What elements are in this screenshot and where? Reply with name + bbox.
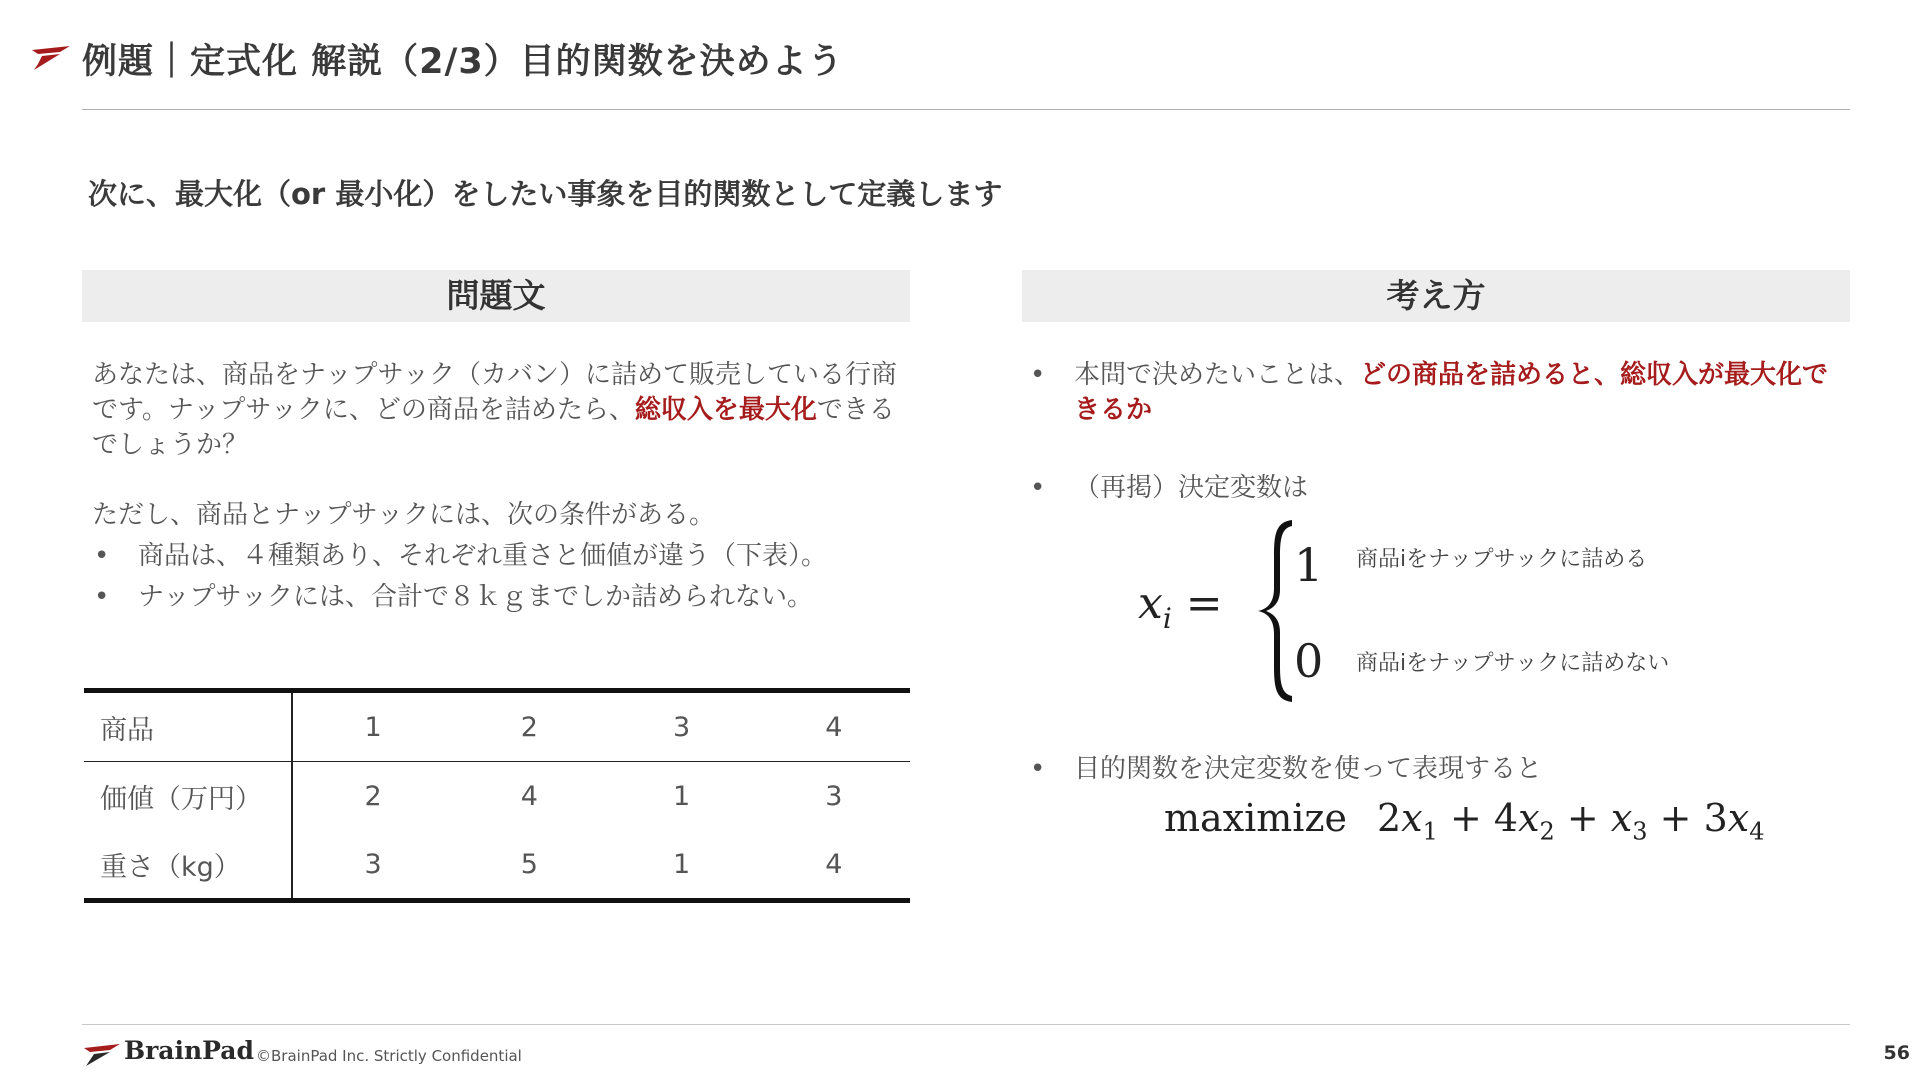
page-number: 56: [1883, 1042, 1910, 1064]
case-label-pack: 商品iをナップサックに詰める: [1356, 547, 1648, 572]
table-cell: 2: [364, 780, 382, 812]
condition-text: 商品は、４種類あり、それぞれ重さと価値が違う（下表）。: [138, 541, 828, 571]
term-subscript: 1: [1422, 817, 1438, 846]
term-variable: x: [1518, 796, 1540, 840]
table-cell: 4: [758, 691, 910, 762]
table-cell: 5: [453, 830, 605, 901]
problem-text-post: できるでしょうか？: [92, 395, 895, 460]
slide-subtitle: 次に、最大化（or 最小化）をしたい事象を目的関数として定義します: [88, 177, 1003, 211]
approach-text: 目的関数を決定変数を使って表現すると: [1074, 754, 1543, 784]
decision-variable: [1138, 578, 1223, 635]
item-table: [84, 688, 910, 903]
approach-text: 本問で決めたいことは、: [1074, 360, 1361, 390]
problem-highlight: 総収入を最大化: [634, 395, 817, 425]
objective-term: [1449, 796, 1555, 846]
approach-highlight: どの商品を詰めると、総収入が最大化できるか: [1074, 360, 1829, 425]
problem-paragraph-2: ただし、商品とナップサックには、次の条件がある。: [92, 500, 715, 530]
problem-text-pre: あなたは、商品をナップサック（カバン）に詰めて販売している行商です。ナップサックに、どの商品を詰めたら、: [92, 360, 897, 425]
page-title: 例題｜定式化 解説（2/3）目的関数を決めよう: [82, 42, 844, 82]
objective-term: [1566, 796, 1648, 846]
term-subscript: 2: [1539, 817, 1555, 846]
copyright-text: ©BrainPad Inc. Strictly Confidential: [256, 1047, 522, 1065]
row-header: 価値（万円）: [84, 762, 292, 831]
term-coefficient: 3: [1703, 796, 1728, 840]
approach-item: [1030, 471, 1850, 506]
table-cell: 3: [292, 830, 453, 901]
term-coefficient: 2: [1376, 796, 1402, 840]
term-variable: x: [1401, 796, 1423, 840]
bullet-icon: •: [1030, 360, 1046, 390]
footer-brand: BrainPad: [124, 1036, 254, 1065]
bullet-icon: •: [1030, 473, 1046, 503]
table-cell: 4: [520, 780, 538, 812]
bullet-icon: •: [94, 582, 110, 612]
approach-heading: 考え方: [1022, 270, 1850, 322]
table-row-item: [84, 691, 910, 762]
term-subscript: 4: [1749, 817, 1765, 846]
table-cell: 3: [605, 691, 757, 762]
table-cell: 3: [825, 780, 843, 812]
term-coefficient: 4: [1493, 796, 1519, 840]
table-cell: 1: [292, 691, 453, 762]
problem-heading: 問題文: [82, 270, 910, 322]
objective-term: [1376, 796, 1438, 846]
approach-item: [1030, 752, 1850, 787]
row-header: 商品: [84, 691, 292, 762]
footer-logo-mark: [82, 1040, 122, 1068]
bullet-icon: •: [94, 541, 110, 571]
term-operator: +: [1659, 796, 1692, 840]
approach-text: （再掲）決定変数は: [1074, 473, 1309, 503]
condition-text: ナップサックには、合計で８ｋｇまでしか詰められない。: [138, 582, 813, 612]
footer-divider: [82, 1024, 1850, 1025]
bullet-icon: •: [1030, 754, 1046, 784]
approach-item: [1030, 358, 1834, 428]
table-cell: 2: [453, 691, 605, 762]
objective-keyword: maximize: [1164, 796, 1347, 840]
case-label-not-pack: 商品iをナップサックに詰めない: [1356, 651, 1670, 676]
variable-symbol: x: [1138, 578, 1163, 629]
term-variable: x: [1610, 796, 1633, 840]
table-row-weight: [84, 830, 910, 901]
case-value-zero: 0: [1294, 634, 1324, 688]
objective-term: [1659, 796, 1765, 846]
variable-subscript: i: [1162, 601, 1172, 635]
case-value-one: 1: [1294, 538, 1324, 592]
problem-text: [92, 358, 912, 615]
table-cell: 1: [672, 780, 691, 812]
objective-function: [1164, 796, 1765, 846]
brand-logo-mark: [30, 44, 72, 72]
problem-paragraph-1: [92, 358, 912, 463]
condition-item: [92, 539, 912, 574]
title-divider: [82, 109, 1850, 110]
table-row-value: [84, 762, 910, 831]
term-operator: +: [1566, 796, 1599, 840]
row-header: 重さ（kg）: [84, 830, 292, 901]
term-variable: x: [1727, 796, 1750, 840]
equals-sign: =: [1185, 578, 1223, 629]
term-operator: +: [1449, 796, 1482, 840]
term-subscript: 3: [1632, 817, 1648, 846]
table-cell: 4: [758, 830, 910, 901]
table-cell: 1: [605, 830, 757, 901]
condition-item: [92, 580, 912, 615]
